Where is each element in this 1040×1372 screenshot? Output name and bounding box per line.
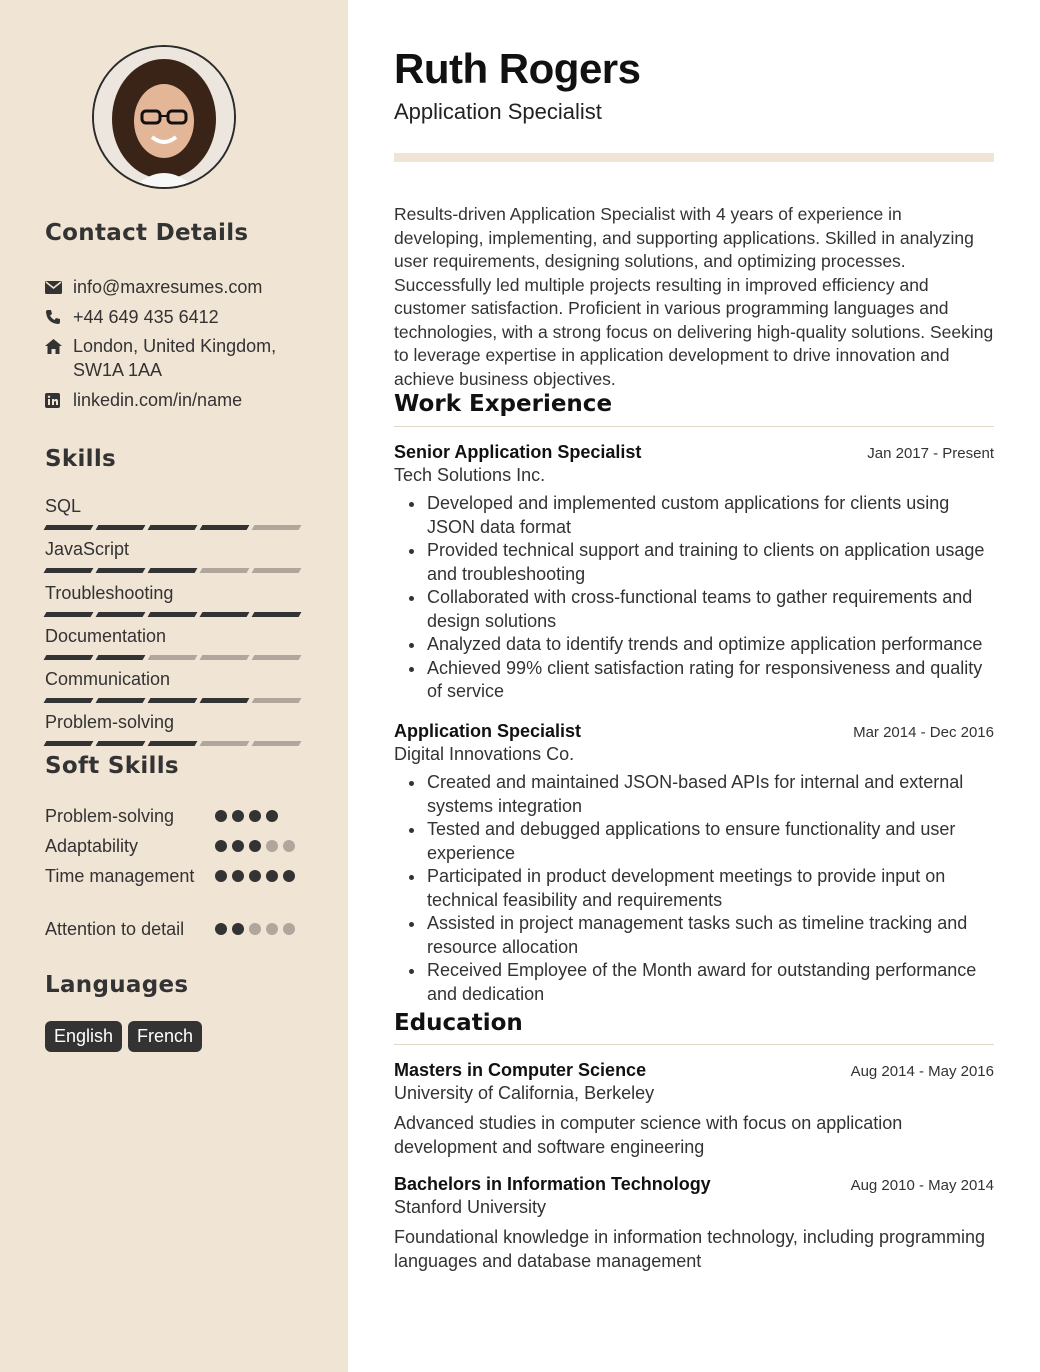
- list-item: Developed and implemented custom applications for clients using JSON data format: [394, 492, 994, 539]
- soft-skill-label: Adaptability: [45, 836, 139, 856]
- school-name: University of California, Berkeley: [394, 1083, 655, 1103]
- skill-level-segment: [148, 741, 198, 746]
- education-description: Advanced studies in computer science with focus on application development and software engineering: [394, 1113, 903, 1157]
- skill-level-segment: [252, 525, 302, 530]
- skill-level-segment: [44, 612, 94, 617]
- education-entry: [394, 1060, 994, 1159]
- language-badge: French: [128, 1021, 202, 1052]
- school-name: Stanford University: [394, 1197, 547, 1217]
- contact-linkedin-text: linkedin.com/in/name: [73, 390, 243, 410]
- skill-level-segment: [200, 655, 250, 660]
- skill-level-segment: [44, 741, 94, 746]
- list-item: Tested and debugged applications to ensure functionality and user experience: [394, 818, 994, 865]
- rating-dot: [283, 840, 295, 852]
- degree-title: Bachelors in Information Technology: [394, 1174, 711, 1194]
- sidebar: [0, 0, 348, 1372]
- skill-level-segment: [44, 698, 94, 703]
- rating-dot: [283, 870, 295, 882]
- soft-skill-label: Problem-solving: [45, 806, 175, 826]
- soft-skill-rating: [215, 810, 295, 822]
- job-company: Tech Solutions Inc.: [394, 465, 546, 485]
- job-title: Application Specialist: [394, 721, 582, 741]
- skill-level-bar: [45, 525, 300, 530]
- skill-label: SQL: [45, 496, 82, 516]
- rating-dot: [215, 810, 227, 822]
- rating-dot: [266, 870, 278, 882]
- skill-level-segment: [148, 655, 198, 660]
- education-date: Aug 2014 - May 2016: [850, 1063, 994, 1080]
- profile-photo: [94, 47, 234, 187]
- rating-dot: [215, 840, 227, 852]
- list-item: Collaborated with cross-functional teams to gather requirements and design solutions: [394, 586, 994, 633]
- job-entry: [394, 442, 994, 704]
- skill-level-segment: [96, 612, 146, 617]
- job-bullets: [394, 492, 994, 704]
- degree-title: Masters in Computer Science: [394, 1060, 647, 1080]
- education-divider: [394, 1044, 994, 1045]
- rating-dot: [249, 840, 261, 852]
- education-date: Aug 2010 - May 2014: [850, 1177, 994, 1194]
- skill-level-bar: [45, 655, 300, 660]
- skill-level-segment: [96, 655, 146, 660]
- contact-heading: Contact Details: [45, 220, 249, 246]
- skill-level-segment: [96, 741, 146, 746]
- summary-text: Results-driven Application Specialist with 4 years of experience in developing, implementing, and supporting applications. Skilled in analyzing user requirements, designing solutions, and optimizing processes. Successfully led multiple projects resulting in improved efficiency and customer satisfaction. Proficient in various programming languages and technologies, with a strong focus on delivering high-quality solutions. Seeking to leverage expertise in application development to drive innovation and achieve business objectives.: [394, 204, 994, 389]
- rating-dot: [249, 810, 261, 822]
- skill-level-segment: [96, 698, 146, 703]
- contact-email[interactable]: [45, 275, 303, 299]
- skill-level-bar: [45, 568, 300, 573]
- work-heading: Work Experience: [394, 391, 613, 417]
- soft-skill-label: Attention to detail: [45, 919, 185, 939]
- language-badge: English: [45, 1021, 122, 1052]
- job-title: Senior Application Specialist: [394, 442, 642, 462]
- skill-label: Communication: [45, 669, 171, 689]
- list-item: Achieved 99% client satisfaction rating for responsiveness and quality of service: [394, 657, 994, 704]
- job-entry: [394, 721, 994, 1006]
- envelope-icon: [45, 275, 63, 299]
- rating-dot: [232, 840, 244, 852]
- phone-icon: [45, 305, 63, 329]
- skill-level-segment: [252, 741, 302, 746]
- skill-label: Problem-solving: [45, 712, 175, 732]
- skill-level-segment: [44, 655, 94, 660]
- work-divider: [394, 426, 994, 427]
- rating-dot: [232, 870, 244, 882]
- soft-skill-label: Time management: [45, 866, 195, 886]
- candidate-title: Application Specialist: [394, 99, 602, 124]
- list-item: Received Employee of the Month award for outstanding performance and dedication: [394, 959, 994, 1006]
- header-divider: [394, 153, 994, 162]
- skill-level-segment: [148, 698, 198, 703]
- rating-dot: [249, 870, 261, 882]
- rating-dot: [232, 923, 244, 935]
- rating-dot: [283, 923, 295, 935]
- contact-phone-text: +44 649 435 6412: [73, 307, 219, 327]
- skill-level-segment: [200, 698, 250, 703]
- job-date: Mar 2014 - Dec 2016: [853, 724, 994, 741]
- skill-level-segment: [252, 698, 302, 703]
- skill-level-segment: [148, 612, 198, 617]
- contact-address: [45, 334, 303, 382]
- education-entry: [394, 1174, 994, 1273]
- contact-linkedin[interactable]: [45, 388, 303, 412]
- skill-level-bar: [45, 698, 300, 703]
- skill-label: Troubleshooting: [45, 583, 174, 603]
- list-item: Analyzed data to identify trends and optimize application performance: [394, 633, 994, 657]
- skill-level-segment: [200, 741, 250, 746]
- avatar: [92, 45, 236, 189]
- list-item: Provided technical support and training to clients on application usage and troubleshooting: [394, 539, 994, 586]
- candidate-name: Ruth Rogers: [394, 45, 641, 92]
- skill-level-segment: [96, 568, 146, 573]
- skill-level-segment: [200, 525, 250, 530]
- job-bullets: [394, 771, 994, 1006]
- skill-level-segment: [44, 568, 94, 573]
- skill-level-segment: [148, 525, 198, 530]
- list-item: Assisted in project management tasks such as timeline tracking and resource allocation: [394, 912, 994, 959]
- skill-level-segment: [252, 655, 302, 660]
- skill-level-bar: [45, 741, 300, 746]
- rating-dot: [215, 870, 227, 882]
- contact-email-text: info@maxresumes.com: [73, 277, 263, 297]
- soft-skill-rating: [215, 870, 295, 882]
- skill-level-segment: [96, 525, 146, 530]
- list-item: Participated in product development meetings to provide input on technical feasibility and requirements: [394, 865, 994, 912]
- skills-heading: Skills: [45, 446, 117, 472]
- skill-level-segment: [148, 568, 198, 573]
- skill-level-segment: [252, 568, 302, 573]
- rating-dot: [266, 923, 278, 935]
- soft-skill-rating: [215, 840, 295, 852]
- skill-level-bar: [45, 612, 300, 617]
- rating-dot: [249, 923, 261, 935]
- soft-skills-heading: Soft Skills: [45, 753, 179, 779]
- rating-dot: [266, 840, 278, 852]
- rating-dot: [266, 810, 278, 822]
- skill-label: Documentation: [45, 626, 167, 646]
- linkedin-icon: [45, 388, 63, 412]
- soft-skill-rating: [215, 923, 295, 935]
- skill-level-segment: [200, 568, 250, 573]
- skill-level-segment: [252, 612, 302, 617]
- list-item: Created and maintained JSON-based APIs for internal and external systems integration: [394, 771, 994, 818]
- education-heading: Education: [394, 1010, 523, 1036]
- languages-heading: Languages: [45, 972, 189, 998]
- job-date: Jan 2017 - Present: [867, 445, 994, 462]
- languages-list: [45, 1021, 202, 1052]
- contact-address-text: London, United Kingdom, SW1A 1AA: [73, 336, 277, 380]
- skill-level-segment: [44, 525, 94, 530]
- skill-level-segment: [200, 612, 250, 617]
- skill-label: JavaScript: [45, 539, 130, 559]
- home-icon: [45, 334, 63, 358]
- rating-dot: [215, 923, 227, 935]
- rating-dot: [232, 810, 244, 822]
- education-description: Foundational knowledge in information technology, including programming languages and database management: [394, 1227, 986, 1271]
- job-company: Digital Innovations Co.: [394, 744, 575, 764]
- contact-phone[interactable]: [45, 305, 303, 329]
